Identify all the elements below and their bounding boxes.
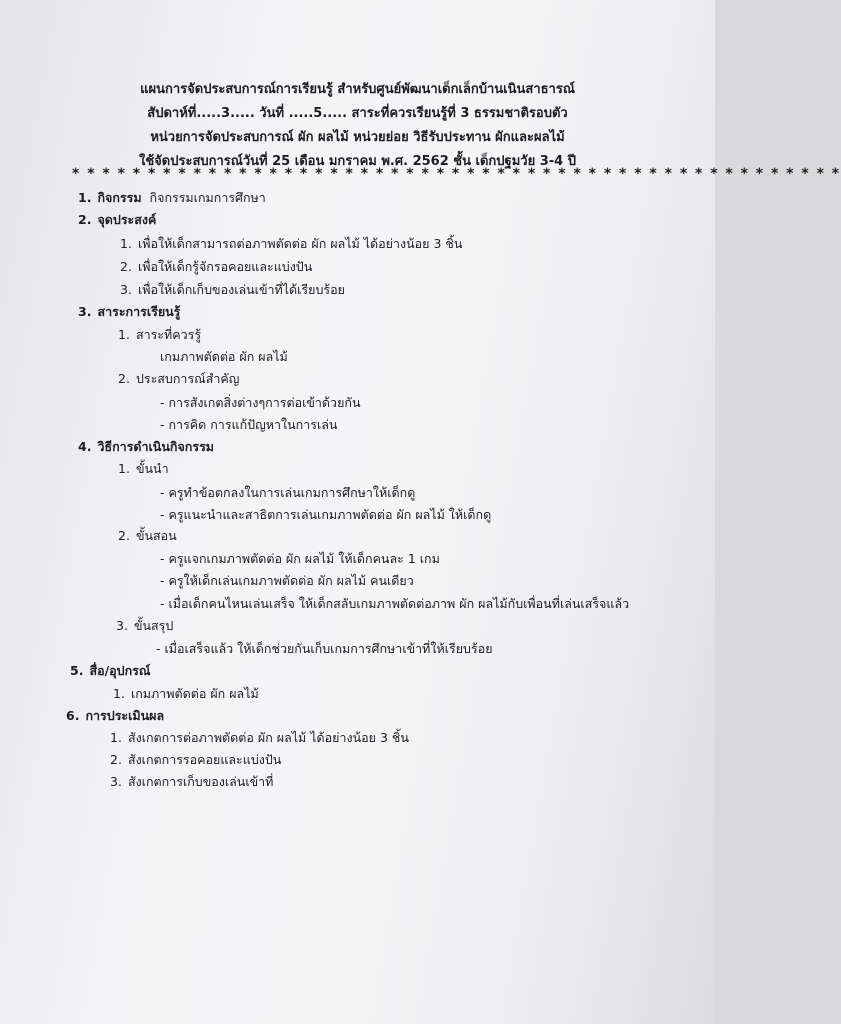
item-number: 1. [120, 236, 132, 251]
section-activity [78, 192, 266, 205]
section-number: 1. [78, 190, 92, 205]
list-item: - เมื่อเสร็จแล้ว ให้เด็กช่วยกันเก็บเกมการศึกษาเข้าที่ให้เรียบร้อย [156, 641, 493, 656]
section-title: สื่อ/อุปกรณ์ [89, 663, 151, 678]
section-learning-content [78, 306, 180, 319]
list-item: - ครูให้เด็กเล่นเกมภาพตัดต่อ ผัก ผลไม้ คนเดียว [160, 573, 414, 588]
list-item [110, 754, 281, 767]
section-title: สาระการเรียนรู้ [97, 304, 181, 319]
list-item: - ครูทำข้อตกลงในการเล่นเกมการศึกษาให้เด็กดู [160, 485, 416, 500]
item-text: ขั้นสรุป [133, 618, 174, 633]
header-week-day: สัปดาห์ที่.....3..... วันที่ .....5..... สาระที่ควรเรียนรู้ที่ 3 ธรรมชาติรอบตัว [147, 106, 568, 121]
section-number: 3. [78, 304, 92, 319]
item-number: 2. [120, 259, 132, 274]
section-number: 5. [70, 663, 84, 678]
subsection-title [118, 530, 177, 543]
list-item: เกมภาพตัดต่อ ผัก ผลไม้ [160, 349, 288, 364]
item-text: เกมภาพตัดต่อ ผัก ผลไม้ [130, 686, 259, 701]
section-materials [70, 665, 150, 678]
item-text: เพื่อให้เด็กเก็บของเล่นเข้าที่ได้เรียบร้อย [137, 282, 345, 297]
item-text: ขั้นนำ [135, 461, 169, 476]
list-item: - ครูแจกเกมภาพตัดต่อ ผัก ผลไม้ ให้เด็กคนละ 1 เกม [160, 551, 440, 566]
list-item: - ครูแนะนำและสาธิตการเล่นเกมภาพตัดต่อ ผัก ผลไม้ ให้เด็กดู [160, 507, 492, 522]
section-procedure [78, 441, 214, 454]
item-text: สาระที่ควรรู้ [135, 327, 202, 342]
item-number: 3. [116, 618, 128, 633]
section-title: การประเมินผล [85, 708, 165, 723]
item-text: สังเกตการต่อภาพตัดต่อ ผัก ผลไม้ ได้อย่างน้อย 3 ชิ้น [127, 730, 409, 745]
item-number: 2. [118, 371, 130, 386]
list-item [110, 776, 273, 789]
section-text: กิจกรรมเกมการศึกษา [149, 190, 266, 205]
section-number: 2. [78, 212, 92, 227]
list-item [120, 284, 345, 297]
section-objectives [78, 214, 156, 227]
subsection-title [118, 373, 239, 386]
item-number: 2. [118, 528, 130, 543]
section-number: 4. [78, 439, 92, 454]
header-title: แผนการจัดประสบการณ์การเรียนรู้ สำหรับศูนย์พัฒนาเด็กเล็กบ้านเนินสาธารณ์ [140, 82, 575, 97]
list-item: - การคิด การแก้ปัญหาในการเล่น [160, 417, 338, 432]
item-number: 3. [120, 282, 132, 297]
item-number: 1. [118, 327, 130, 342]
section-title: จุดประสงค์ [97, 212, 157, 227]
subsection-title [118, 463, 169, 476]
item-number: 1. [118, 461, 130, 476]
header-unit: หน่วยการจัดประสบการณ์ ผัก ผลไม้ หน่วยย่อย วิธีรับประทาน ผักและผลไม้ [150, 130, 565, 145]
list-item [113, 688, 259, 701]
item-text: เพื่อให้เด็กสามารถต่อภาพตัดต่อ ผัก ผลไม้ ได้อย่างน้อย 3 ชิ้น [137, 236, 463, 251]
item-text: สังเกตการรอคอยและแบ่งปัน [127, 752, 282, 767]
item-text: ขั้นสอน [135, 528, 177, 543]
header-date-class: ใช้จัดประสบการณ์วันที่ 25 เดือน มกราคม พ.ศ. 2562 ชั้น เด็กปฐมวัย 3-4 ปี [139, 154, 576, 169]
item-text: ประสบการณ์สำคัญ [135, 371, 240, 386]
list-item: - การสังเกตสิ่งต่างๆการต่อเข้าด้วยกัน [160, 395, 361, 410]
item-number: 3. [110, 774, 122, 789]
subsection-title [116, 620, 173, 633]
separator-stars: * * * * * * * * * * * * * * * * * * * * * * * * * * * * * * * * * * * * * * * * * * * * * * * * * * * [72, 166, 841, 182]
list-item [120, 261, 312, 274]
subsection-title [118, 329, 201, 342]
section-number: 6. [66, 708, 80, 723]
section-title: กิจกรรม [97, 190, 142, 205]
section-evaluation [66, 710, 164, 723]
list-item [110, 732, 409, 745]
item-number: 1. [113, 686, 125, 701]
item-text: สังเกตการเก็บของเล่นเข้าที่ [127, 774, 274, 789]
item-number: 2. [110, 752, 122, 767]
section-title: วิธีการดำเนินกิจกรรม [97, 439, 215, 454]
list-item [120, 238, 462, 251]
list-item: - เมื่อเด็กคนไหนเล่นเสร็จ ให้เด็กสลับเกมภาพตัดต่อภาพ ผัก ผลไม้กับเพื่อนที่เล่นเสร็จแล้ว [160, 596, 630, 611]
item-text: เพื่อให้เด็กรู้จักรอคอยและแบ่งปัน [137, 259, 313, 274]
item-number: 1. [110, 730, 122, 745]
